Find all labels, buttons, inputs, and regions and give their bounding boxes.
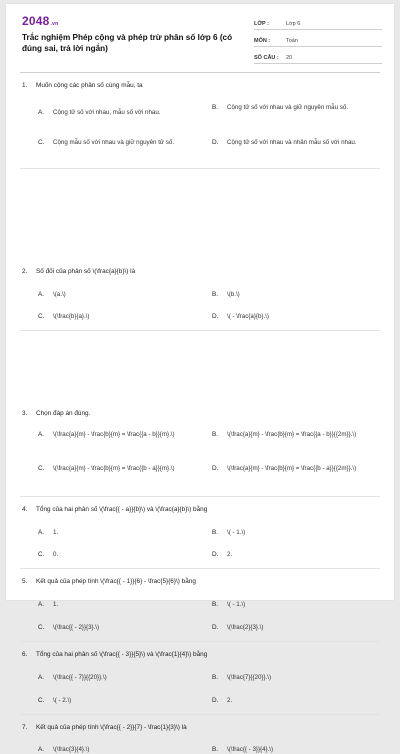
- option-letter: B.: [212, 529, 219, 536]
- question-prompt: Tổng của hai phân số \(\frac{{ - 3}}{5}\) và \(\frac{1}{4}\) bằng: [36, 651, 208, 658]
- option-d[interactable]: [212, 550, 362, 559]
- option-text: \(\frac{7}{{20}}.\): [227, 674, 272, 681]
- option-letter: B.: [212, 674, 219, 681]
- option-letter: B.: [212, 104, 219, 111]
- option-letter: A.: [38, 746, 45, 753]
- question-2: [6, 188, 394, 320]
- question-text: [22, 724, 187, 731]
- meta-value: 20: [286, 55, 293, 61]
- question-divider: [20, 168, 380, 169]
- question-prompt: Số đối của phân số \(\frac{a}{b}\) là: [36, 268, 136, 275]
- option-c[interactable]: [38, 464, 203, 473]
- option-text: Cộng tử số với nhau và giữ nguyên mẫu số.: [227, 104, 349, 111]
- worksheet-header: [6, 4, 394, 70]
- option-text: Cộng mẫu số với nhau và giữ nguyên tử số.: [53, 139, 175, 146]
- question-number: 7.: [22, 724, 28, 731]
- question-divider: [20, 641, 380, 642]
- question-prompt: Tổng của hai phân số \(\frac{{ - a}}{b}\) và \(\frac{a}{b}\) bằng: [36, 506, 208, 513]
- meta-row-count: [254, 48, 382, 64]
- option-text: Cộng tử số với nhau, mẫu số với nhau.: [53, 109, 161, 116]
- option-letter: A.: [38, 109, 45, 116]
- logo-text: 2048: [22, 14, 50, 28]
- option-c[interactable]: [38, 623, 188, 632]
- option-letter: D.: [212, 697, 219, 704]
- option-letter: A.: [38, 291, 45, 298]
- question-text: [22, 410, 90, 417]
- meta-key: MÔN :: [254, 38, 271, 44]
- option-letter: B.: [212, 746, 219, 753]
- worksheet-title: Trắc nghiệm Phép cộng và phép trừ phân số lớp 6 (có đúng sai, trả lời ngắn): [22, 33, 233, 53]
- option-a[interactable]: [38, 108, 188, 117]
- option-text: \(\frac{{ - 3}}{4}.\): [227, 746, 274, 753]
- option-a[interactable]: [38, 528, 188, 537]
- question-number: 2.: [22, 268, 28, 275]
- option-letter: A.: [38, 529, 45, 536]
- question-prompt: Kết quả của phép tính \(\frac{{ - 1}}{6} - \frac{5}{6}\) bằng: [36, 578, 196, 585]
- question-number: 6.: [22, 651, 28, 658]
- question-divider: [20, 330, 380, 331]
- meta-value: Toán: [286, 38, 298, 44]
- option-text: \(b.\): [227, 291, 240, 298]
- option-letter: A.: [38, 674, 45, 681]
- option-text: \(\frac{a}{m} - \frac{b}{m} = \frac{{b - a}}{m}.\): [53, 465, 175, 472]
- option-b[interactable]: [212, 745, 362, 754]
- option-a[interactable]: [38, 430, 203, 439]
- meta-row-grade: [254, 14, 382, 30]
- question-divider: [20, 714, 380, 715]
- question-text: [22, 82, 143, 89]
- option-letter: C.: [38, 465, 45, 472]
- option-a[interactable]: [38, 290, 188, 299]
- option-letter: B.: [212, 601, 219, 608]
- option-letter: B.: [212, 431, 219, 438]
- question-prompt: Muốn cộng các phân số cùng mẫu, ta: [36, 82, 143, 89]
- question-divider: [20, 568, 380, 569]
- option-c[interactable]: [38, 550, 188, 559]
- option-text: \( - 2.\): [53, 697, 72, 704]
- option-text: \(\frac{a}{m} - \frac{b}{m} = \frac{{a - b}}{m}.\): [53, 431, 175, 438]
- worksheet-page: [6, 4, 394, 753]
- question-number: 3.: [22, 410, 28, 417]
- question-number: 4.: [22, 506, 28, 513]
- option-letter: D.: [212, 465, 219, 472]
- option-text: 2.: [227, 697, 233, 704]
- question-text: [22, 578, 196, 585]
- meta-value: Lớp 6: [286, 21, 301, 27]
- question-text: [22, 268, 135, 275]
- question-divider: [20, 496, 380, 497]
- option-a[interactable]: [38, 673, 188, 682]
- option-letter: C.: [38, 139, 45, 146]
- option-text: Cộng tử số với nhau và nhân mẫu số với nhau.: [227, 139, 357, 146]
- option-d[interactable]: [212, 312, 362, 321]
- option-b[interactable]: [212, 430, 372, 439]
- option-b[interactable]: [212, 673, 362, 682]
- question-prompt: Chọn đáp án đúng.: [36, 410, 91, 417]
- option-text: \(\frac{a}{m} - \frac{b}{m} = \frac{{a - b}}{{2m}}.\): [227, 431, 357, 438]
- option-c[interactable]: [38, 696, 188, 705]
- option-text: \(\frac{{ - 7}}{{20}}.\): [53, 674, 107, 681]
- option-letter: D.: [212, 313, 219, 320]
- option-text: \( - 1.\): [227, 601, 246, 608]
- option-text: 1.: [53, 529, 59, 536]
- option-letter: C.: [38, 624, 45, 631]
- worksheet-meta: [254, 14, 382, 65]
- question-text: [22, 506, 207, 513]
- option-text: \(\frac{b}{a}.\): [53, 313, 90, 320]
- option-b[interactable]: [212, 528, 362, 537]
- option-letter: C.: [38, 697, 45, 704]
- header-divider: [20, 72, 380, 73]
- option-b[interactable]: [212, 600, 362, 609]
- option-d[interactable]: [212, 623, 362, 632]
- option-letter: C.: [38, 551, 45, 558]
- option-d[interactable]: [212, 138, 372, 147]
- question-list: [6, 78, 394, 753]
- logo-tld: .vn: [50, 21, 59, 27]
- option-text: \(\frac{3}{4}.\): [53, 746, 90, 753]
- option-c[interactable]: [38, 312, 188, 321]
- option-text: \(\frac{a}{m} - \frac{b}{m} = \frac{{b - a}}{{2m}}.\): [227, 465, 357, 472]
- option-text: 2.: [227, 551, 233, 558]
- option-b[interactable]: [212, 103, 367, 112]
- option-text: \( - 1.\): [227, 529, 246, 536]
- option-letter: D.: [212, 139, 219, 146]
- option-letter: D.: [212, 551, 219, 558]
- question-number: 1.: [22, 82, 28, 89]
- option-text: \( - \frac{a}{b}.\): [227, 313, 269, 320]
- option-letter: D.: [212, 624, 219, 631]
- question-1: [6, 78, 394, 166]
- option-text: \(a.\): [53, 291, 66, 298]
- option-c[interactable]: [38, 138, 198, 147]
- site-logo[interactable]: [22, 14, 58, 28]
- option-text: 1.: [53, 601, 59, 608]
- option-text: \(\frac{2}{3}.\): [227, 624, 264, 631]
- option-text: \(\frac{{ - 2}}{3}.\): [53, 624, 100, 631]
- option-a[interactable]: [38, 600, 188, 609]
- option-letter: B.: [212, 291, 219, 298]
- question-number: 5.: [22, 578, 28, 585]
- option-letter: C.: [38, 313, 45, 320]
- question-text: [22, 651, 207, 658]
- option-d[interactable]: [212, 464, 372, 473]
- question-prompt: Kết quả của phép tính \(\frac{{ - 2}}{7} - \frac{1}{3}\) là: [36, 724, 187, 731]
- option-b[interactable]: [212, 290, 362, 299]
- option-letter: A.: [38, 601, 45, 608]
- meta-key: SỐ CÂU :: [254, 55, 279, 61]
- option-text: 0.: [53, 551, 59, 558]
- option-a[interactable]: [38, 745, 188, 754]
- meta-key: LỚP :: [254, 21, 269, 27]
- option-letter: A.: [38, 431, 45, 438]
- option-d[interactable]: [212, 696, 362, 705]
- meta-row-subject: [254, 31, 382, 47]
